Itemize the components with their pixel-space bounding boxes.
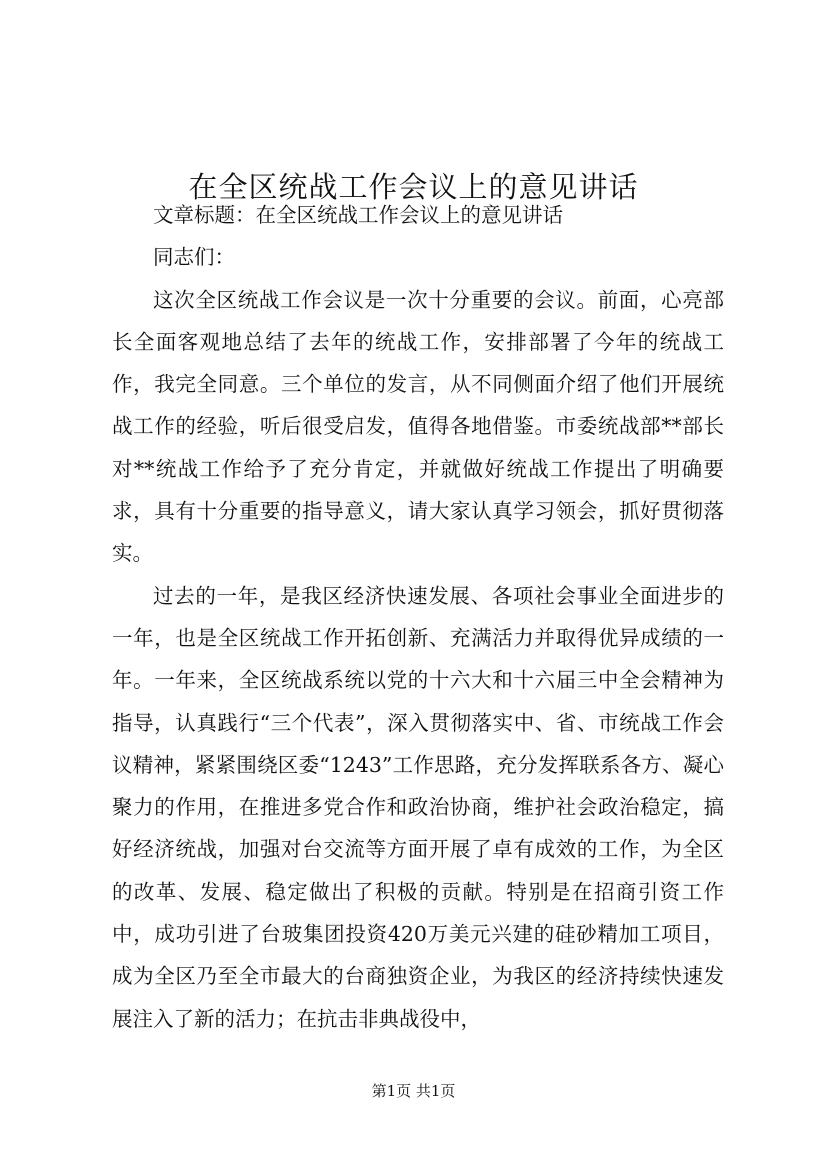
document-title: 在全区统战工作会议上的意见讲话 — [188, 170, 639, 205]
paragraph-1: 这次全区统战工作会议是一次十分重要的会议。前面，心亮部长全面客观地总结了去年的统战工作，安排部署了今年的统战工作，我完全同意。三个单位的发言，从不同侧面介绍了他们开展统战工作的经验，听后很受启发，值得各地借鉴。市委统战部**部长对**统战工作给予了充分肯定，并就做好统战工作提出了明确要求，具有十分重要的指导意义，请大家认真学习领会，抓好贯彻落实。 — [112, 287, 724, 566]
page-footer: 第1页 共1页 — [371, 1082, 456, 1100]
document-body — [112, 194, 724, 1040]
paragraph-2: 过去的一年，是我区经济快速发展、各项社会事业全面进步的一年，也是全区统战工作开拓创新、充满活力并取得优异成绩的一年。一年来，全区统战系统以党的十六大和十六届三中全会精神为指导，认真践行“三个代表”，深入贯彻落实中、省、市统战工作会议精神，紧紧围绕区委“1243”工作思路，充分发挥联系各方、凝心聚力的作用，在推进多党合作和政治协商，维护社会政治稳定，搞好经济统战，加强对台交流等方面开展了卓有成效的工作，为全区的改革、发展、稳定做出了积极的贡献。特别是在招商引资工作中，成功引进了台玻集团投资420万美元兴建的硅砂精加工项目，成为全区乃至全市最大的台商独资企业，为我区的经济持续快速发展注入了新的活力；在抗击非典战役中， — [112, 583, 724, 1031]
subtitle-line: 文章标题：在全区统战工作会议上的意见讲话 — [153, 203, 563, 227]
salutation: 同志们： — [153, 245, 235, 270]
